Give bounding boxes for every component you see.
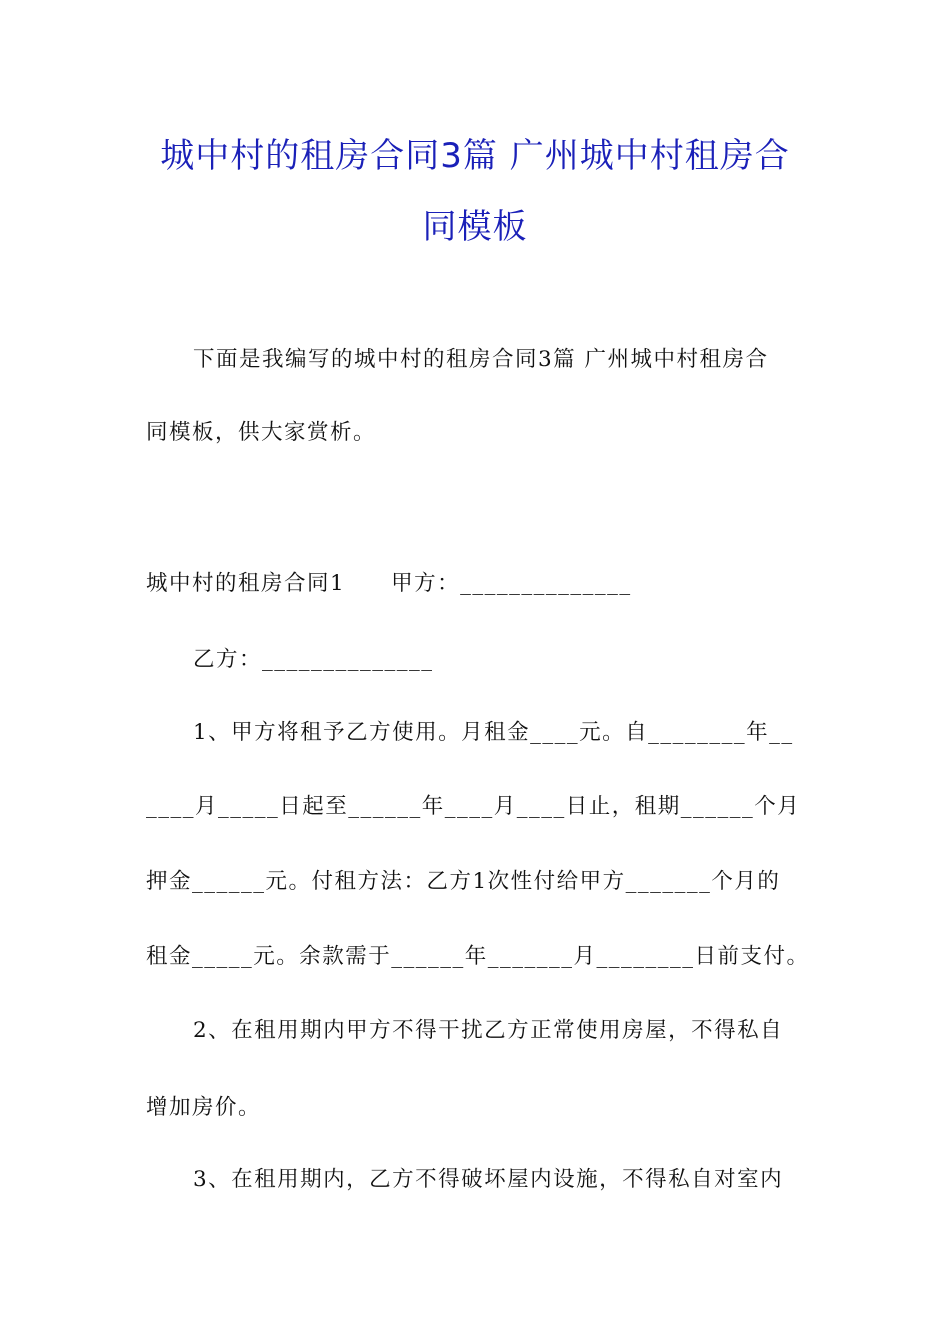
intro-paragraph-line-1: 下面是我编写的城中村的租房合同3篇 广州城中村租房合 xyxy=(193,347,769,372)
document-title-line-1: 城中村的租房合同3篇 广州城中村租房合 xyxy=(160,136,790,176)
clause-3-line-1: 3、在租用期内，乙方不得破坏屋内设施，不得私自对室内 xyxy=(193,1167,784,1192)
intro-paragraph-line-2: 同模板，供大家赏析。 xyxy=(146,420,377,445)
party-b-line: 乙方：______________ xyxy=(193,647,434,672)
document-title-line-2: 同模板 xyxy=(422,207,528,247)
clause-2-line-1: 2、在租用期内甲方不得干扰乙方正常使用房屋，不得私自 xyxy=(193,1018,784,1043)
clause-1-line-2: ____月_____日起至______年____月____日止，租期______个月 xyxy=(146,794,801,819)
clause-1-line-1: 1、甲方将租予乙方使用。月租金____元。自________年__ xyxy=(193,720,794,745)
clause-2-line-2: 增加房价。 xyxy=(146,1095,262,1120)
contract-1-heading: 城中村的租房合同1 甲方：______________ xyxy=(146,571,632,596)
clause-1-line-3: 押金______元。付租方法：乙方1次性付给甲方_______个月的 xyxy=(146,869,781,894)
clause-1-line-4: 租金_____元。余款需于______年_______月________日前支付。 xyxy=(146,944,810,969)
